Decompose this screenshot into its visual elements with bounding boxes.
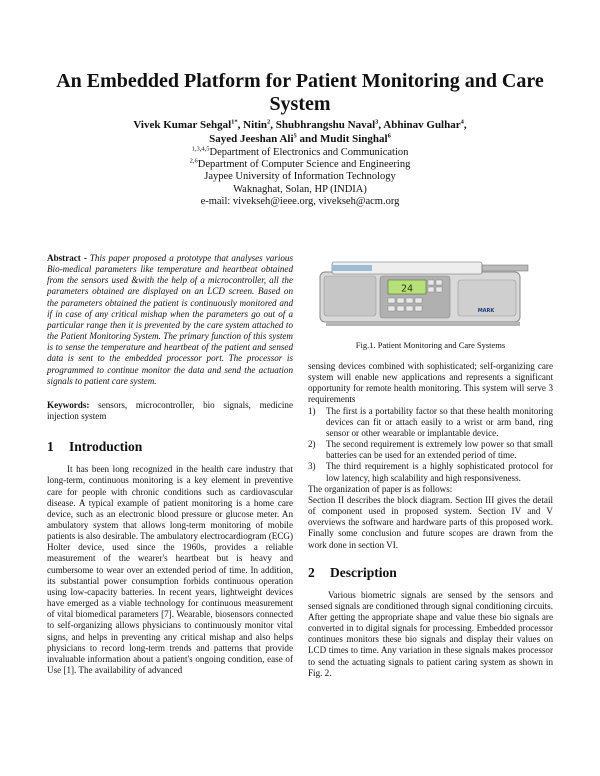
abstract-text: This paper proposed a prototype that analyses various Bio-medical parameters like temperature and heartbeat obtained from the sensors used &with the help of a microcontroller, all the parameters obtained are displayed on an LCD screen. Based on the parameters obtained the patient is continuously monitored and if in case of any critical mishap when the parameters go out of a particular range then it is prevented by the care system attached to the Patient Monitoring System. The primary function of this system is to sense the temperature and heartbeat of the patient and sensed data is sent to the embedded processor port. The processor is programmed to continue monitor the data and send the actuation signals to patient care system.: [47, 253, 293, 386]
list-number: 3): [308, 461, 316, 472]
list-item: [308, 406, 553, 439]
author-sup: 3: [375, 118, 379, 126]
author-name: Shubhrangshu Naval: [275, 119, 376, 131]
section-heading-introduction: [47, 439, 293, 455]
section-heading-description: [308, 565, 553, 581]
affil-address: Waknaghat, Solan, HP (INDIA): [233, 183, 367, 195]
author-sup: 1*: [231, 118, 238, 126]
section-title: Description: [330, 564, 397, 580]
figure-caption: Fig.1. Patient Monitoring and Care Systems: [355, 340, 506, 350]
section-number: 2: [308, 564, 315, 580]
affil-department-cse: Department of Computer Science and Engineering: [197, 159, 411, 171]
author-name: Vivek Kumar Sehgal: [133, 119, 232, 131]
infusion-pump-figure: [318, 258, 538, 334]
abstract-label: Abstract -: [47, 253, 87, 263]
author-name: Mudit Singhal: [320, 133, 388, 145]
right-column: [308, 361, 553, 679]
paper-title: An Embedded Platform for Patient Monitoring and Care System: [56, 70, 544, 115]
author-list: Vivek Kumar Sehgal$^{1*}$, Nitin$^2$, Shubhrangshu Naval$^3$, Abhinav Gulhar$^4$, Sayed Jeeshan Ali$^5$ and Mudit Singhal$^6$: [133, 118, 467, 145]
description-paragraph: Various biometric signals are sensed by the sensors and sensed signals are conditioned through signal conditioning circuits. After getting the appropriate shape and value these bio signals are converted in to digital signals for processing. Embedded processor continues monitors these bio signals and display their values on LCD times to time. Any variation in these signals makes processor to send the actuating signals to patient caring system as shown in Fig. 2.: [308, 589, 553, 678]
keywords-text: sensors, microcontroller, bio signals, medicine injection system: [47, 399, 293, 422]
list-item: [308, 439, 553, 461]
author-sup: 4: [460, 118, 464, 126]
left-column: [47, 253, 293, 676]
intro-paragraph: It has been long recognized in the health care industry that long-term, continuous monitoring is a key element in preventive care for people with chronic conditions such as cardiovascular disease. A typical example of patient monitoring is a home care device, such as an electronic blood pressure or glucose meter. An ambulatory system that allows long-term monitoring of mobile patients is also desirable. The ambulatory electrocardiogram (ECG) Holter device, used since the 1960s, provides a reliable measurement of the wearer's heartbeat but is heavy and cumbersome to wear over an extended period of time. In addition, its substantial power consumption forbids continuous operation using low-capacity batteries. In recent years, lightweight devices have emerged as a viable technology for continuous measurement of vital biomedical parameters [7]. Wearable, biosensors connected to self-organizing allows physicians to continuously monitor vital signs, and helps in preventing any critical mishap and also helps physicians to record long-term trends and patterns that provide invaluable information about a patient's ongoing condition, ease of Use [1]. The availability of advanced: [47, 464, 293, 675]
list-number: 1): [308, 405, 316, 416]
list-text: The second requirement is extremely low power so that small batteries can be used for an extended period of time.: [326, 439, 553, 461]
list-number: 2): [308, 439, 316, 450]
author-sup: 5: [293, 132, 297, 140]
keywords-label: Keywords:: [47, 399, 90, 410]
keywords: [47, 400, 293, 422]
abstract: [47, 253, 293, 387]
section-title: Introduction: [69, 439, 143, 455]
affil-email: e-mail: vivekseh@ieee.org, vivekseh@acm.org: [200, 195, 400, 207]
affil-sup: 2,6: [189, 157, 198, 165]
affiliations: [120, 147, 480, 208]
affil-sup: 1,3,4,5: [191, 145, 210, 153]
device-brand: MARK: [477, 308, 495, 314]
author-name: Abhinav Gulhar: [383, 119, 461, 131]
lcd-readout: 24: [400, 283, 414, 295]
author-sup: 6: [387, 132, 391, 140]
list-text: The third requirement is a highly sophisticated protocol for low latency, high scalability and high responsiveness.: [326, 461, 553, 483]
list-item: [308, 461, 553, 483]
author-name: Sayed Jeeshan Ali: [209, 133, 294, 145]
section-number: 1: [47, 439, 54, 455]
right-paragraph-2: The organization of paper is as follows:: [308, 483, 453, 494]
author-name: Nitin: [243, 119, 268, 131]
requirements-list: [308, 406, 553, 484]
author-sup: 2: [267, 118, 271, 126]
right-paragraph-3: Section II describes the block diagram. Section III gives the detail of component used in proposed system. Section IV and V overviews the software and hardware parts of this proposed work. Finally some conclusion and future scopes are drawn from the work done in section VI.: [308, 494, 553, 550]
right-paragraph-1: sensing devices combined with sophisticated; self-organizing care system will enable new applications and represents a significant opportunity for remote health monitoring. This system will serve 3 requirements: [308, 361, 553, 405]
list-text: The first is a portability factor so that these health monitoring devices can fit or attach easily to a wrist or arm band, ring sensor or other wearable or implantable device.: [326, 405, 553, 438]
affil-department-ece: Department of Electronics and Communication: [209, 147, 409, 158]
affil-university: Jaypee University of Information Technology: [204, 171, 396, 183]
